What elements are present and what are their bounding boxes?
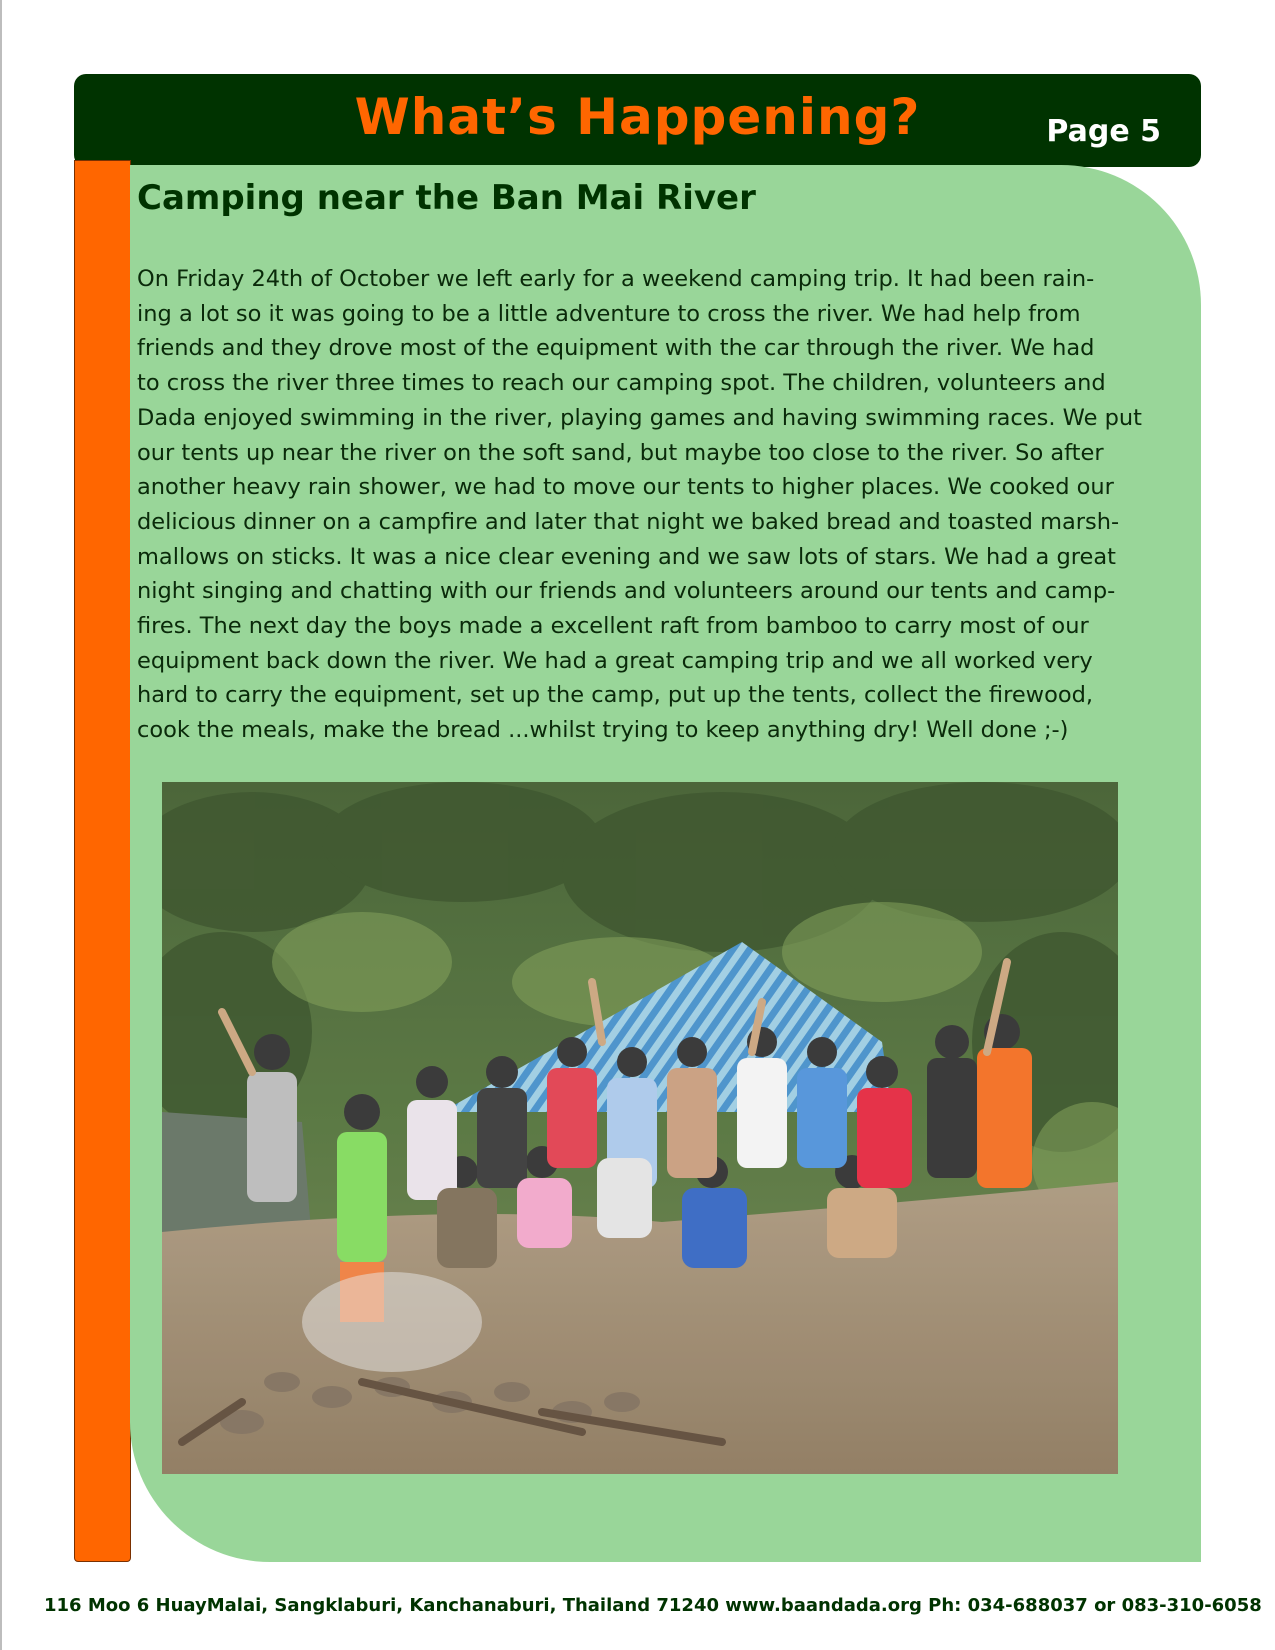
- body-line: delicious dinner on a campfire and later that night we baked bread and toasted marsh-: [137, 508, 1120, 535]
- body-line: night singing and chatting with our friends and volunteers around our tents and camp-: [137, 578, 1116, 605]
- header-bar: [74, 74, 1201, 167]
- page-edge: [0, 0, 2, 1650]
- body-line: hard to carry the equipment, set up the camp, put up the tents, collect the firewood,: [137, 682, 1094, 709]
- body-line: ing a lot so it was going to be a little adventure to cross the river. We had help from: [137, 300, 1081, 327]
- group-camping-photo: [162, 782, 1118, 1474]
- body-line: mallows on sticks. It was a nice clear evening and we saw lots of stars. We had a great: [137, 543, 1116, 570]
- footer-contact-line: 116 Moo 6 HuayMalai, Sangklaburi, Kanchanaburi, Thailand 71240 www.baandada.org Ph: 034-688037 or 083-310-6058: [44, 1595, 1262, 1616]
- page-number: Page 5: [1046, 114, 1161, 149]
- body-line: fires. The next day the boys made a excellent raft from bamboo to carry most of our: [137, 613, 1089, 640]
- body-line: Dada enjoyed swimming in the river, playing games and having swimming races. We put: [137, 404, 1142, 431]
- newsletter-section-title: What’s Happening?: [354, 88, 921, 146]
- body-line: On Friday 24th of October we left early for a weekend camping trip. It had been rain-: [137, 266, 1095, 292]
- body-line: another heavy rain shower, we had to move our tents to higher places. We cooked our: [137, 474, 1114, 501]
- body-line: friends and they drove most of the equipment with the car through the river. We had: [137, 335, 1095, 362]
- body-line: to cross the river three times to reach our camping spot. The children, volunteers and: [137, 370, 1106, 397]
- article-title: Camping near the Ban Mai River: [137, 178, 756, 218]
- article-body: [137, 262, 1149, 748]
- body-line: equipment back down the river. We had a great camping trip and we all worked very: [137, 647, 1093, 674]
- body-line: cook the meals, make the bread ...whilst trying to keep anything dry! Well done ;-): [137, 717, 1069, 744]
- body-line: our tents up near the river on the soft sand, but maybe too close to the river. So after: [137, 439, 1104, 466]
- orange-sidebar-bar: [74, 160, 131, 1562]
